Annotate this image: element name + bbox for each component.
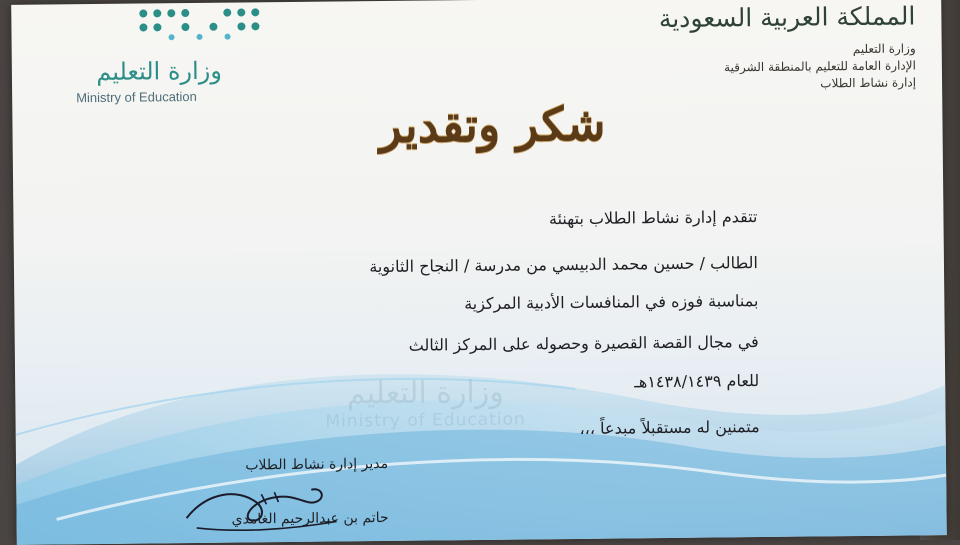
ministry-logo-arabic: وزارة التعليم <box>96 56 223 86</box>
department-name: الإدارة العامة للتعليم بالمنطقة الشرقية <box>724 58 916 75</box>
body-line-4: في مجال القصة القصيرة وحصوله على المركز الثالث <box>408 332 759 355</box>
certificate-title: شكر وتقدير <box>379 96 606 154</box>
signature-name: حاتم بن عبدالرحيم الغامدي <box>231 509 389 528</box>
office-name: إدارة نشاط الطلاب <box>820 75 917 91</box>
certificate <box>11 0 947 545</box>
signature-role: مدير إدارة نشاط الطلاب <box>245 455 389 474</box>
handwritten-signature <box>166 471 367 543</box>
issuer-header <box>615 1 916 94</box>
body-line-5: للعام ١٤٣٨/١٤٣٩هـ <box>634 371 760 392</box>
ministry-logo-english: Ministry of Education <box>76 88 197 106</box>
body-line-2: الطالب / حسين محمد الدبيسي من مدرسة / النجاح الثانوية <box>369 253 759 277</box>
kingdom-name: المملكة العربية السعودية <box>658 1 916 34</box>
ministry-logo-dots-icon <box>131 2 271 43</box>
watermark-arabic: وزارة التعليم <box>346 374 504 412</box>
ministry-name: وزارة التعليم <box>852 41 916 57</box>
watermark-english: Ministry of Education <box>325 409 526 432</box>
body-line-1: تتقدم إدارة نشاط الطلاب بتهنئة <box>548 207 758 229</box>
body-line-6: متمنين له مستقبلاً مبدعاً ،،، <box>579 417 760 438</box>
body-line-3: بمناسبة فوزه في المنافسات الأدبية المركزية <box>464 291 759 314</box>
ministry-logo <box>41 2 242 109</box>
